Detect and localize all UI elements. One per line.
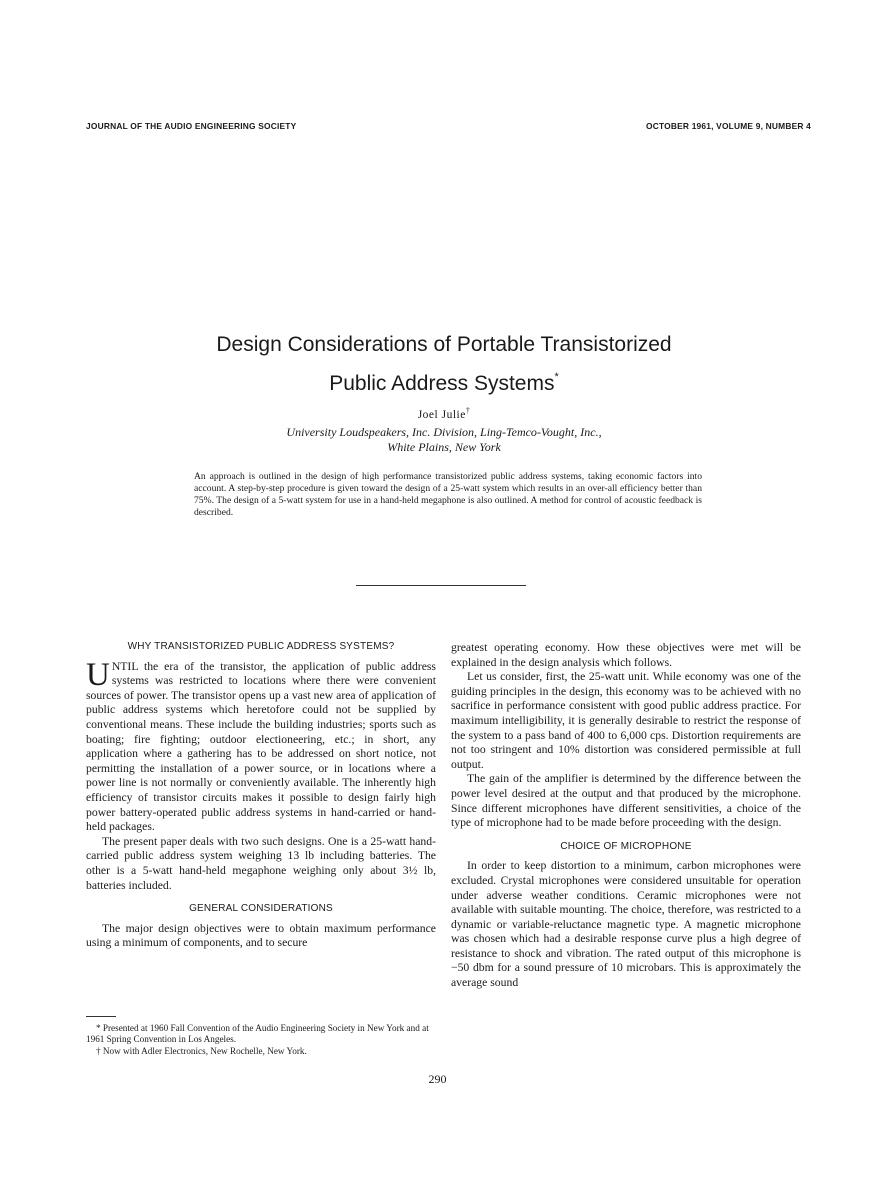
title-line-2 [100,361,788,400]
drop-cap: U [86,656,110,693]
paragraph-intro [86,656,436,835]
heading-why-transistorized: WHY TRANSISTORIZED PUBLIC ADDRESS SYSTEMS? [127,641,395,652]
paragraph-microphone: In order to keep distortion to a minimum, carbon microphones were excluded. Crystal microphones were considered unsuitable for operation under adverse weather conditions. Ceramic microphones were not available with suitable mounting. The choice, therefore, was restricted to a dynamic or variable-reluctance magnetic type. A magnetic microphone was chosen which had a desirable response curve plus a high degree of resistance to shock and vibration. The rated output of this microphone is −50 dbm for a sound pressure of 10 microbars. This is approximately the average sound [451,859,801,990]
author-name: Joel Julie [417,409,466,421]
footnote-rule [86,1016,116,1017]
paragraph-intro-text: NTIL the era of the transistor, the application of public address systems was restricted to locations where there were convenient sources of power. The transistor opens up a vast new area of application of public address systems which heretofore could not be supplied by conventional means. These include the building industries; sports such as boating; fire fighting; outdoor electioneering, etc.; in short, any application where a gathering has to be addressed on short notice, not permitting the installation of a power source, or in locations where a power line is not normally or conveniently available. The inherently high efficiency of transistor circuits makes it possible to design fairly high power battery-operated public address systems in hand-carried or hand-held packages. [86,659,436,834]
paragraph-25-watt: Let us consider, first, the 25-watt unit. While economy was one of the guiding principles in the design, this economy was to be achieved with no sacrifice in performance consistent with good public address practice. For maximum intelligibility, it is generally desirable to restrict the response of the system to a pass band of 400 to 6,000 cps. Distortion requirements are not too stringent and 10% distortion was considered permissible at full output. [451,670,801,771]
footnote-presented: * Presented at 1960 Fall Convention of the Audio Engineering Society in New York and at 1961 Spring Convention in Los Angeles. [86,1023,429,1045]
affiliation-line-1: University Loudspeakers, Inc. Division, Ling-Temco-Vought, Inc., [286,425,602,439]
affiliation-line-2: White Plains, New York [387,440,501,454]
running-head-issue: OCTOBER 1961, VOLUME 9, NUMBER 4 [646,121,811,131]
paragraph-objectives: The major design objectives were to obtain maximum performance using a minimum of components, and to secure [86,921,436,950]
paragraph-gain: The gain of the amplifier is determined by the difference between the power level desired at the output and that produced by the microphone. Since different microphones have different sensitivities, a choice of the type of microphone had to be made before proceeding with the design. [451,772,801,830]
paper-title [100,329,788,400]
author [100,406,788,421]
paragraph-economy: greatest operating economy. How these objectives were met will be explained in the design analysis which follows. [451,641,801,669]
running-head-journal: JOURNAL OF THE AUDIO ENGINEERING SOCIETY [86,121,297,131]
abstract: An approach is outlined in the design of high performance transistorized public address systems, taking economic factors into account. A step-by-step procedure is given toward the design of a 25-watt system which results in an over-all efficiency better than 75%. The design of a 5-watt system for use in a hand-held megaphone is also outlined. A method for control of acoustic feedback is described. [194,471,702,519]
section-divider [356,585,526,586]
page-number: 290 [428,1072,447,1086]
heading-general-considerations: GENERAL CONSIDERATIONS [189,903,333,915]
heading-choice-of-microphone: CHOICE OF MICROPHONE [560,840,692,852]
author-footnote-mark: † [465,406,471,415]
footnote-affiliation: † Now with Adler Electronics, New Rochelle, New York. [96,1045,307,1056]
right-column [451,641,801,991]
title-line-2-text: Public Address Systems [329,372,555,395]
paragraph-designs: The present paper deals with two such designs. One is a 25-watt hand-carried public address system weighing 13 lb including batteries. The other is a 5-watt hand-held megaphone weighing only about 3½ lb, batteries included. [86,834,436,892]
title-footnote-mark: * [554,371,559,383]
left-column [86,640,436,951]
title-line-1: Design Considerations of Portable Transistorized [216,333,672,356]
footnotes [86,1016,436,1057]
affiliation [100,425,788,455]
